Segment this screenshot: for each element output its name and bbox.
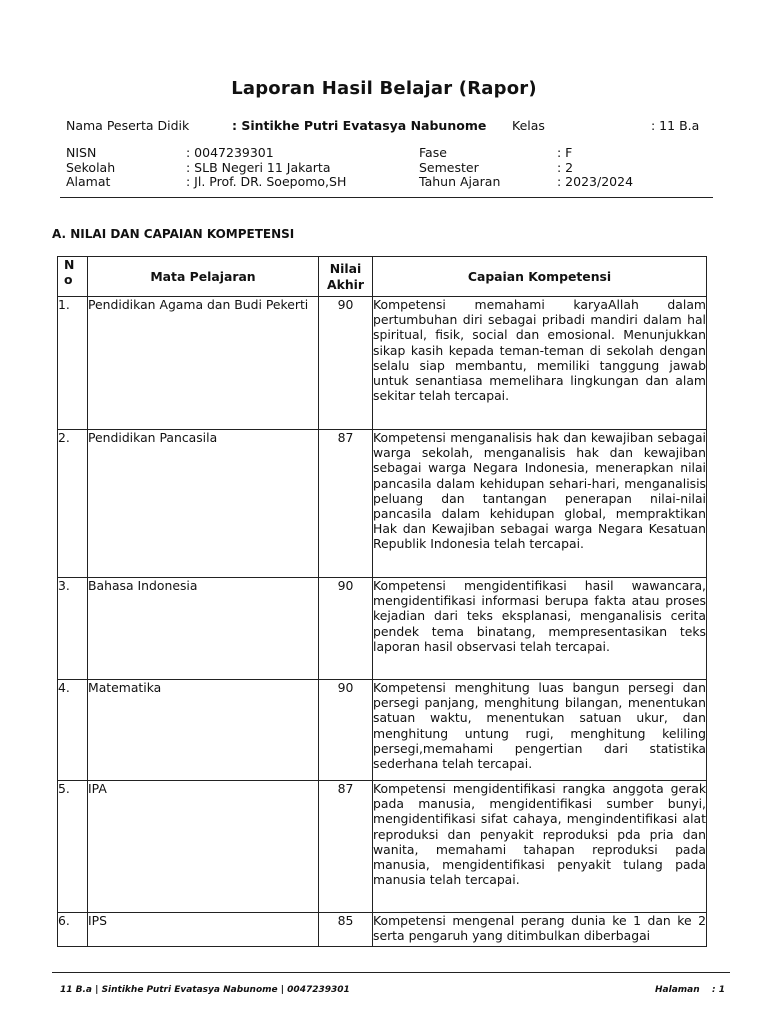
school-value: : SLB Negeri 11 Jakarta bbox=[186, 159, 331, 175]
table-header-row bbox=[58, 257, 707, 297]
nisn-value: : 0047239301 bbox=[186, 145, 274, 160]
section-a-heading: A. NILAI DAN CAPAIAN KOMPETENSI bbox=[52, 227, 295, 241]
header-no: N o bbox=[58, 257, 88, 297]
report-title: Laporan Hasil Belajar (Rapor) bbox=[231, 78, 537, 99]
row-subject: Pendidikan Pancasila bbox=[88, 430, 319, 578]
footer-divider bbox=[52, 972, 730, 973]
academic-year-label: Tahun Ajaran bbox=[419, 174, 501, 189]
phase-label: Fase bbox=[419, 145, 447, 160]
row-score: 90 bbox=[319, 297, 373, 430]
nisn-label: NISN bbox=[66, 145, 97, 160]
address-value: : Jl. Prof. DR. Soepomo,SH bbox=[186, 174, 347, 189]
row-subject: Pendidikan Agama dan Budi Pekerti bbox=[88, 297, 319, 430]
header-score: Nilai Akhir bbox=[319, 257, 373, 297]
table-row bbox=[58, 913, 707, 947]
row-competency bbox=[373, 913, 707, 947]
header-competency: Capaian Kompetensi bbox=[373, 257, 707, 297]
class-label: Kelas bbox=[512, 118, 545, 133]
row-competency: Kompetensi menghitung luas bangun persegi dan persegi panjang, menghitung bilangan, menentukan satuan waktu, menentukan satuan ukur, dan menghitung untung rugi, menghitung keliling persegi,memahami pengertian dari statistika sederhana telah tercapai. bbox=[373, 680, 707, 781]
address-label: Alamat bbox=[66, 174, 111, 189]
header-divider bbox=[60, 197, 713, 198]
row-no: 4. bbox=[58, 680, 88, 781]
row-score: 87 bbox=[319, 430, 373, 578]
footer-student-info: 11 B.a | Sintikhe Putri Evatasya Nabunome | 0047239301 bbox=[60, 985, 350, 995]
table-row bbox=[58, 680, 707, 781]
student-info-block bbox=[66, 146, 706, 190]
semester-label: Semester bbox=[419, 159, 479, 175]
row-subject: IPS bbox=[88, 913, 319, 947]
row-subject: Bahasa Indonesia bbox=[88, 578, 319, 680]
table-row bbox=[58, 297, 707, 430]
footer-page-label: Halaman bbox=[655, 985, 700, 995]
row-no: 1. bbox=[58, 297, 88, 430]
row-competency: Kompetensi memahami karyaAllah dalam pertumbuhan diri sebagai pribadi mandiri dalam hal spiritual, fisik, social dan emosional. Menunjukkan sikap kasih kepada teman-teman di sekolah dengan selalu siap membantu, memiliki tanggung jawab untuk senantiasa memelihara lingkungan dan alam sekitar telah tercapai. bbox=[373, 297, 707, 430]
header-subject: Mata Pelajaran bbox=[88, 257, 319, 297]
row-competency: Kompetensi mengidentifikasi rangka anggota gerak pada manusia, mengidentifikasi sumber bunyi, mengidentifikasi sifat cahaya, mengindentifikasi alat reproduksi dan penyakit reproduksi pda pria dan wanita, memahami tahapan reproduksi pada manusia, mengidentifikasi penyakit tulang pada manusia telah tercapai. bbox=[373, 781, 707, 913]
footer-page-number: : 1 bbox=[712, 985, 725, 995]
row-score: 90 bbox=[319, 578, 373, 680]
row-score: 85 bbox=[319, 913, 373, 947]
semester-value: : 2 bbox=[557, 159, 574, 175]
row-competency: Kompetensi menganalisis hak dan kewajiban sebagai warga sekolah, menganalisis hak dan kewajiban sebagai warga Negara Indonesia, menerapkan nilai pancasila dalam kehidupan sehari-hari, menganalisis peluang dan tantangan penerapan nilai-nilai pancasila dalam kehidupan global, mempraktikan Hak dan Kewajiban sebagai warga Negara Kesatuan Republik Indonesia telah tercapai. bbox=[373, 430, 707, 578]
table-row bbox=[58, 781, 707, 913]
row-subject: Matematika bbox=[88, 680, 319, 781]
student-name-value: : Sintikhe Putri Evatasya Nabunome bbox=[232, 118, 487, 133]
row-competency: Kompetensi mengidentifikasi hasil wawancara, mengidentifikasi informasi berupa fakta atau proses kejadian dari teks eksplanasi, menganalisis cerita pendek tema binatang, mempresentasikan teks laporan hasil observasi telah tercapai. bbox=[373, 578, 707, 680]
student-name-row bbox=[66, 118, 706, 134]
academic-year-value: : 2023/2024 bbox=[557, 174, 634, 189]
table-row bbox=[58, 430, 707, 578]
row-competency-clipped-text: Kompetensi mengenal perang dunia ke 1 dan ke 2 serta pengaruh yang ditimbulkan diberbagai bbox=[373, 913, 706, 943]
row-subject: IPA bbox=[88, 781, 319, 913]
row-no: 5. bbox=[58, 781, 88, 913]
row-no: 3. bbox=[58, 578, 88, 680]
row-score: 90 bbox=[319, 680, 373, 781]
row-no: 6. bbox=[58, 913, 88, 947]
row-score: 87 bbox=[319, 781, 373, 913]
class-value: : 11 B.a bbox=[651, 118, 700, 133]
student-name-label: Nama Peserta Didik bbox=[66, 118, 190, 133]
phase-value: : F bbox=[557, 145, 573, 160]
school-label: Sekolah bbox=[66, 159, 116, 175]
table-row bbox=[58, 578, 707, 680]
grades-table bbox=[57, 256, 707, 947]
row-no: 2. bbox=[58, 430, 88, 578]
